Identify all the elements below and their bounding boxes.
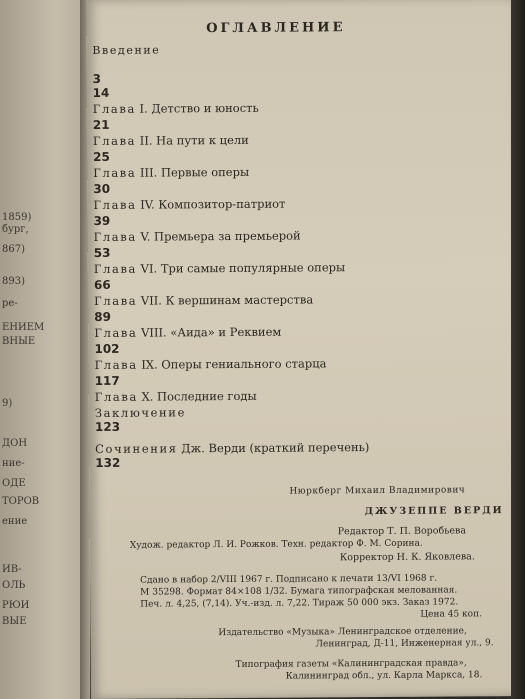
colophon: [89, 485, 514, 682]
toc-page: [86, 0, 516, 699]
left-page-text-fragment: ИВ-: [2, 564, 22, 575]
toc-entry-works: [95, 439, 475, 474]
colophon-printer: Типография газеты «Калининградская правда»,: [235, 658, 467, 670]
colophon-publisher-address: Ленинград, Д-11, Инженерная ул., 9.: [315, 638, 494, 650]
toc-entry-title: IV. Композитор-патриот: [140, 196, 286, 212]
left-page: [0, 0, 80, 699]
toc-entry-chapter: [93, 147, 473, 182]
toc-entry-lead: Глава: [94, 293, 138, 308]
left-page-text-fragment: 1859): [2, 212, 32, 223]
left-page-text-fragment: ОДЕ: [2, 478, 26, 489]
colophon-dates: Сдано в набор 2/VIII 1967 г. Подписано к печати 13/VI 1968 г.: [140, 573, 438, 586]
toc-entry-lead: Глава: [93, 261, 138, 276]
page-title: ОГЛАВЛЕНИЕ: [206, 20, 346, 37]
toc-entry-lead: Глава: [94, 389, 138, 404]
toc-entry-page: 123: [94, 419, 121, 434]
colophon-editor: Редактор Т. П. Воробьева: [337, 525, 467, 538]
background-edge: [511, 0, 525, 699]
toc-entry-page: 21: [92, 117, 110, 132]
toc-entry-label: [93, 165, 249, 180]
colophon-book-title: ДЖУЗЕППЕ ВЕРДИ: [364, 505, 504, 518]
left-page-text-fragment: ЕНИЕМ: [2, 322, 45, 333]
toc-entry-page: 117: [94, 373, 120, 388]
colophon-art-editor: Худож. редактор Л. И. Рожков. Техн. редактор Ф. М. Сорина.: [129, 538, 423, 551]
left-page-text-fragment: РЮИ: [2, 600, 30, 611]
left-page-text-fragment: ТОРОВ: [2, 496, 40, 507]
left-page-text-fragment: 893): [2, 276, 25, 287]
left-page-text-fragment: бург,: [2, 224, 29, 235]
toc-entry-label: [93, 101, 259, 116]
toc-entry-title: Дж. Верди (краткий перечень): [181, 440, 370, 456]
toc-entry-chapter: [93, 83, 473, 118]
left-page-text-fragment: ОЛЬ: [2, 580, 26, 591]
toc-entry-title: VII. К вершинам мастерства: [140, 292, 314, 308]
toc-entry-label: [93, 133, 249, 148]
left-page-text-fragment: ение: [2, 516, 28, 527]
toc-entry-label: [94, 325, 281, 340]
left-page-text-fragment: ние-: [2, 458, 25, 469]
toc-entry-title: X. Последние годы: [141, 388, 257, 404]
left-page-text-fragment: 9): [2, 398, 13, 409]
toc-entry-page: 3: [92, 71, 101, 86]
toc-entry-title: III. Первые оперы: [139, 164, 250, 180]
toc-entry-lead: Глава: [94, 325, 138, 340]
toc-entry-chapter: [93, 211, 473, 246]
toc-entry-page: 89: [94, 309, 111, 324]
toc-entry-lead: Глава: [93, 229, 137, 244]
toc-entry-label: [94, 260, 345, 276]
toc-entry-label: Заключение: [94, 405, 187, 420]
toc-entry-chapter: [94, 243, 474, 278]
left-page-text-fragment: 867): [2, 244, 25, 255]
colophon-printer-address: Калининград обл., ул. Карла Маркса, 18.: [285, 670, 483, 682]
toc-entry-page: 102: [94, 341, 120, 356]
left-page-text-fragment: ВЫЕ: [2, 616, 27, 627]
colophon-author: Нюркберг Михаил Владимирович: [289, 485, 466, 497]
toc-entry-label: [95, 389, 257, 404]
toc-entry-chapter: [93, 115, 473, 150]
toc-entry-label: [94, 292, 313, 308]
toc-entry-title: IX. Оперы гениального старца: [141, 356, 327, 372]
toc-entry-page: 66: [93, 277, 111, 292]
toc-entry-title: VIII. «Аида» и Реквием: [141, 324, 282, 340]
colophon-sheets: Печ. л. 4,25, (7,14). Уч.-изд. л. 7,22. Тираж 50 000 экз. Заказ 1972.: [140, 597, 459, 610]
toc-entry-lead: Глава: [93, 165, 137, 180]
colophon-format: М 35298. Формат 84×108 1/32. Бумага типографская мелованная.: [140, 585, 458, 598]
toc-entry-label: Введение: [92, 43, 161, 57]
toc-entry-page: 53: [93, 245, 111, 260]
table-of-contents: [92, 41, 475, 470]
toc-entry-lead: Глава: [92, 133, 137, 148]
toc-entry-title: VI. Три самые популярные оперы: [140, 260, 346, 276]
toc-entry-chapter: [94, 339, 474, 374]
toc-entry-chapter: [93, 179, 473, 214]
toc-entry-intro: [92, 41, 472, 86]
toc-entry-lead: Глава: [92, 101, 136, 116]
left-page-text-fragment: ДОН: [2, 438, 28, 449]
toc-entry-conclusion: [95, 403, 475, 438]
toc-entry-chapter: [94, 307, 474, 342]
toc-entry-page: 14: [92, 85, 110, 100]
colophon-corrector: Корректор Н. К. Яковлева.: [339, 551, 475, 564]
toc-entry-page: 132: [95, 455, 121, 470]
toc-entry-lead: Глава: [94, 357, 138, 372]
toc-entry-chapter: [95, 371, 475, 406]
toc-entry-label: [95, 440, 369, 456]
toc-entry-title: V. Премьера за премьерой: [140, 228, 301, 244]
toc-entry-lead: Сочинения: [95, 441, 178, 456]
colophon-publisher: Издательство «Музыка» Ленинградское отделение,: [218, 626, 467, 639]
left-page-text-fragment: ре-: [2, 298, 18, 309]
toc-entry-label: [94, 356, 326, 372]
toc-entry-lead: Глава: [93, 197, 137, 212]
toc-chapters: [93, 83, 475, 406]
toc-entry-title: II. На пути к цели: [139, 132, 249, 148]
toc-entry-page: 30: [93, 181, 111, 196]
toc-entry-chapter: [94, 275, 474, 310]
toc-entry-title: I. Детство и юность: [139, 100, 259, 116]
toc-entry-page: 39: [93, 213, 111, 228]
toc-entry-page: 25: [93, 149, 110, 164]
toc-entry-label: [93, 197, 285, 212]
toc-entry-label: [94, 229, 301, 244]
left-page-text-fragment: ВНЫЕ: [2, 336, 36, 347]
colophon-price: Цена 45 коп.: [420, 609, 482, 620]
